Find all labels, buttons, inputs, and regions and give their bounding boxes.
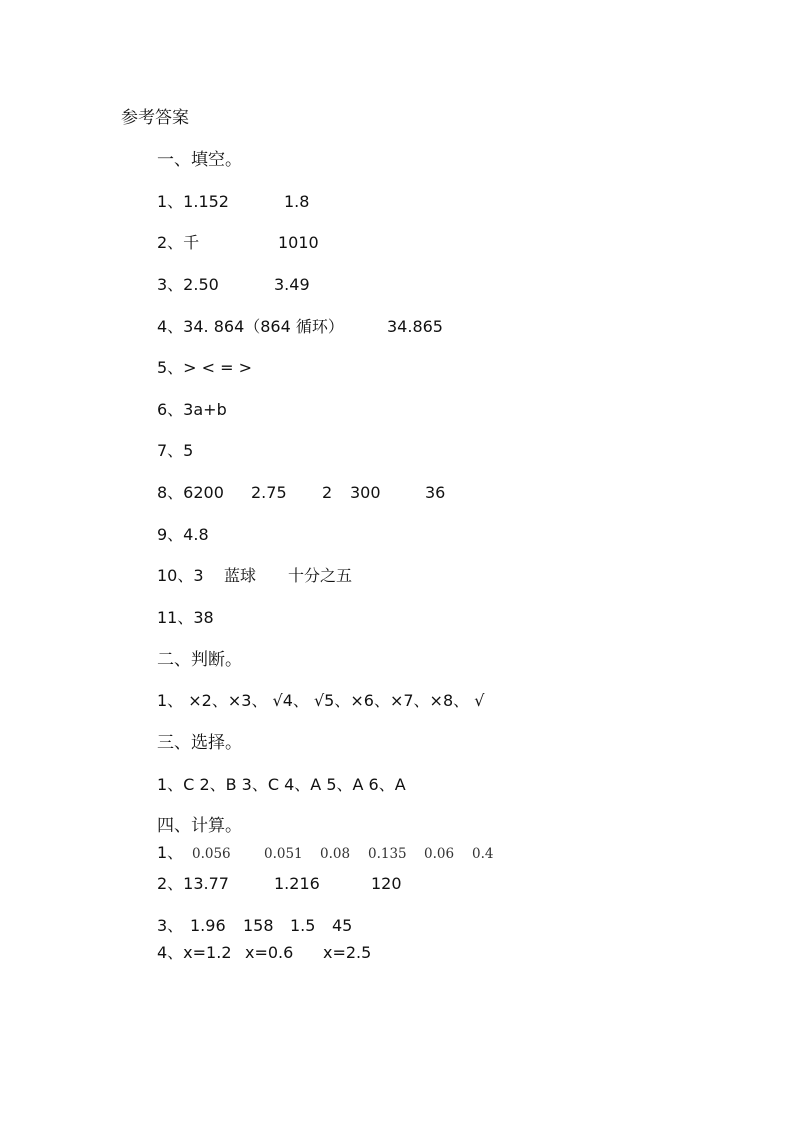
- answer-4-1-part-c: 0.051: [264, 846, 303, 862]
- section-1-heading: 一、填空。: [157, 150, 242, 170]
- answer-1-8-part-e: 36: [425, 483, 446, 502]
- answer-4-1-part-e: 0.135: [368, 846, 407, 862]
- answer-4-3-part-c: 158: [243, 916, 274, 935]
- answer-1-11: 11、38: [157, 608, 214, 627]
- answer-1-4-part-a: 4、34. 864（864 循环）: [157, 317, 344, 336]
- section-2-heading: 二、判断。: [157, 650, 242, 670]
- answer-4-1-part-a: 1、: [157, 843, 184, 862]
- section-3-heading: 三、选择。: [157, 733, 242, 753]
- answer-4-1-part-d: 0.08: [320, 846, 351, 862]
- answer-4-4-part-c: x=2.5: [323, 943, 372, 962]
- section-4-heading: 四、计算。: [157, 816, 242, 836]
- answer-1-10-part-a: 10、3: [157, 566, 204, 585]
- answer-1-8-part-a: 8、6200: [157, 483, 224, 502]
- answer-1-10-part-b: 蓝球: [224, 566, 257, 585]
- answer-1-8-part-c: 2: [322, 483, 333, 502]
- answer-1-3-part-a: 3、2.50: [157, 275, 219, 294]
- answer-1-8-part-d: 300: [350, 483, 381, 502]
- answer-4-3-part-e: 45: [332, 916, 353, 935]
- answer-4-2-part-c: 120: [371, 874, 402, 893]
- answer-1-6: 6、3a+b: [157, 400, 227, 419]
- answer-4-3-part-b: 1.96: [190, 916, 226, 935]
- answer-1-2-part-a: 2、千: [157, 233, 200, 252]
- answer-4-3-part-d: 1.5: [290, 916, 316, 935]
- answer-1-10-part-c: 十分之五: [288, 566, 353, 585]
- answer-1-5: 5、> < = >: [157, 358, 253, 377]
- answer-4-4-part-b: x=0.6: [245, 943, 294, 962]
- answer-1-3-part-b: 3.49: [274, 275, 310, 294]
- answer-1-2-part-b: 1010: [278, 233, 319, 252]
- answer-1-4-part-b: 34.865: [387, 317, 443, 336]
- answer-4-2-part-a: 2、13.77: [157, 874, 229, 893]
- answer-4-2-part-b: 1.216: [274, 874, 320, 893]
- answer-4-1-part-g: 0.4: [472, 846, 494, 862]
- choice-answers: 1、C 2、B 3、C 4、A 5、A 6、A: [157, 775, 406, 794]
- answer-1-8-part-b: 2.75: [251, 483, 287, 502]
- answer-4-4-part-a: 4、x=1.2: [157, 943, 232, 962]
- answer-4-1-part-b: 0.056: [192, 846, 231, 862]
- page-title: 参考答案: [121, 108, 189, 128]
- answer-1-1-part-a: 1、1.152: [157, 192, 229, 211]
- answer-1-7: 7、5: [157, 441, 194, 460]
- answer-4-1-part-f: 0.06: [424, 846, 455, 862]
- answer-1-1-part-b: 1.8: [284, 192, 310, 211]
- answer-4-3-part-a: 3、: [157, 916, 184, 935]
- answer-1-9: 9、4.8: [157, 525, 209, 544]
- judgement-answers: 1、 ×2、×3、 √4、 √5、×6、×7、×8、 √: [157, 691, 485, 710]
